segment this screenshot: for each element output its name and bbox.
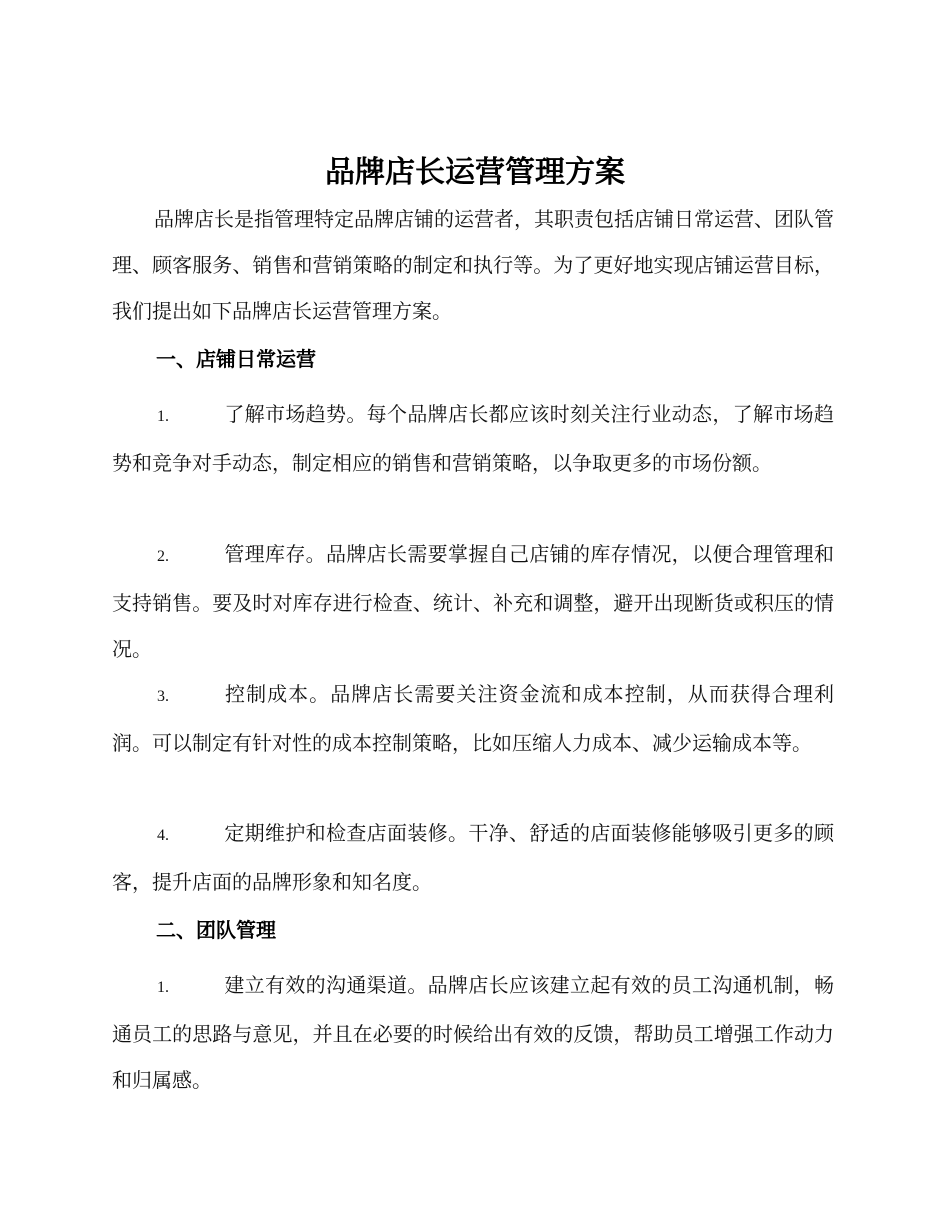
item-text: 管理库存。品牌店长需要掌握自己店铺的库存情况，以便合理管理和支持销售。要及时对库存进行检查、统计、补充和调整，避开出现断货或积压的情况。 [112, 542, 834, 661]
list-item [112, 810, 834, 905]
section-heading: 二、团队管理 [156, 918, 276, 942]
intro-paragraph: 品牌店长是指管理特定品牌店铺的运营者，其职责包括店铺日常运营、团队管理、顾客服务、销售和营销策略的制定和执行等。为了更好地实现店铺运营目标，我们提出如下品牌店长运营管理方案。 [112, 207, 834, 323]
list-item [112, 671, 834, 766]
section-heading: 一、店铺日常运营 [156, 347, 316, 371]
item-number: 2. [157, 548, 169, 565]
item-number: 3. [157, 688, 169, 705]
item-number: 1. [157, 979, 169, 996]
list-item [112, 531, 834, 672]
item-number: 4. [157, 827, 169, 844]
item-text: 了解市场趋势。每个品牌店长都应该时刻关注行业动态，了解市场趋势和竞争对手动态，制定相应的销售和营销策略，以争取更多的市场份额。 [112, 402, 834, 475]
list-item [112, 391, 834, 486]
document-title: 品牌店长运营管理方案 [325, 155, 625, 190]
item-text: 定期维护和检查店面装修。干净、舒适的店面装修能够吸引更多的顾客，提升店面的品牌形象和知名度。 [112, 821, 834, 894]
item-text: 建立有效的沟通渠道。品牌店长应该建立起有效的员工沟通机制，畅通员工的思路与意见，并且在必要的时候给出有效的反馈，帮助员工增强工作动力和归属感。 [112, 973, 834, 1092]
item-text: 控制成本。品牌店长需要关注资金流和成本控制，从而获得合理利润。可以制定有针对性的成本控制策略，比如压缩人力成本、减少运输成本等。 [112, 682, 834, 755]
item-number: 1. [157, 408, 169, 425]
list-item [112, 962, 834, 1103]
